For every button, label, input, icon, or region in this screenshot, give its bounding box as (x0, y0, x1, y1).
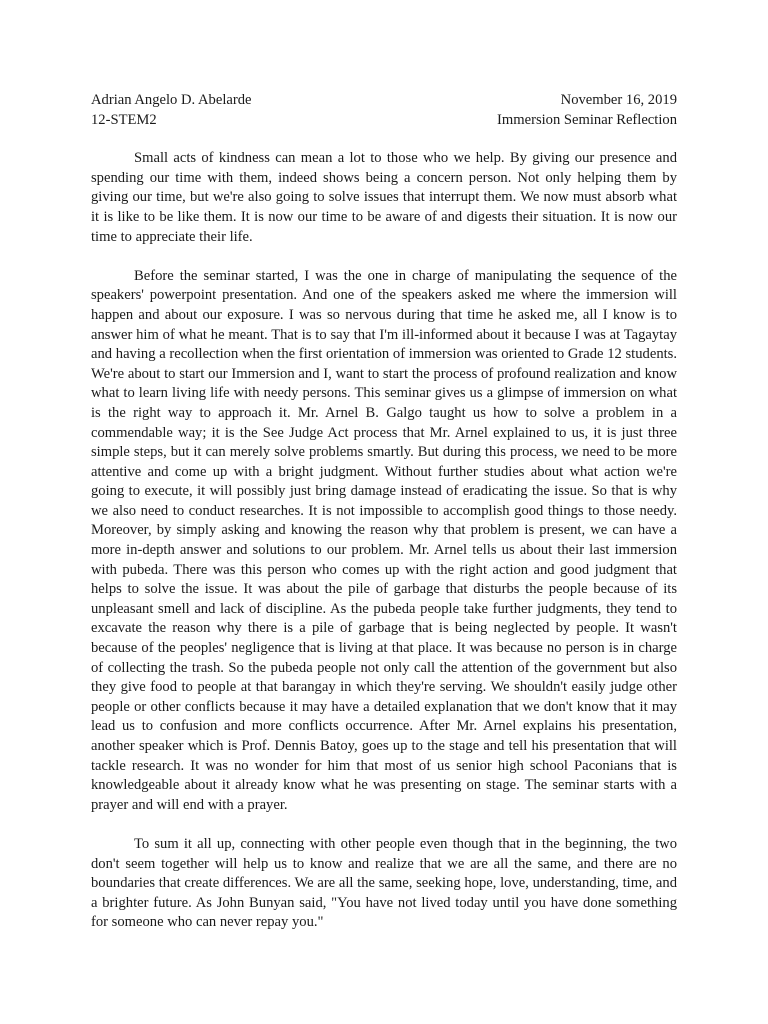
class-section: 12-STEM2 (91, 111, 157, 128)
paragraph-body: Before the seminar started, I was the one in charge of manipulating the sequence of the speakers' powerpoint presentation. And one of the speakers asked me where the immersion will happen and about our exposure. I was so nervous during that time he asked me, all I know is to answer him of what he meant. That is to say that I'm ill-informed about it because I was at Tagaytay and having a recollection when the first orientation of immersion was oriented to Grade 12 students. We're about to start our Immersion and I, want to start the process of profound realization and know what to learn living life with needy persons. This seminar gives us a glimpse of immersion on what is the right way to approach it. Mr. Arnel B. Galgo taught us how to solve a problem in a commendable way; it is the See Judge Act process that Mr. Arnel explained to us, it is just three simple steps, but it can merely solve problems smartly. But during this process, we need to be more attentive and come up with a bright judgment. Without further studies about what action we're going to execute, it will possibly just bring damage instead of eradicating the issue. So that is why we also need to conduct researches. It is not impossible to accomplish good things to those needy. Moreover, by simply asking and knowing the reason why that problem is present, we can have a more in-depth answer and solutions to our problem. Mr. Arnel tells us about their last immersion with pubeda. There was this person who comes up with the right action and good judgment that helps to solve the issue. It was about the pile of garbage that disturbs the people because of its unpleasant smell and lack of discipline. As the pubeda people take further judgments, they tend to excavate the reason why there is a pile of garbage that is being neglected by people. It wasn't because of the peoples' negligence that is living at that place. It was because no person is in charge of collecting the trash. So the pubeda people not only call the attention of the government but also they give food to people at that barangay in which they're serving. We shouldn't easily judge other people or other conflicts because it may have a detailed explanation that we don't know that it may lead us to confusion and more conflicts occurrence. After Mr. Arnel explains his presentation, another speaker which is Prof. Dennis Batoy, goes up to the stage and tell his presentation that will tackle research. It was no wonder for him that most of us senior high school Paconians that is knowledgeable about it already know what he was presenting on stage. The seminar starts with a prayer and will end with a prayer. (91, 267, 677, 813)
document-title: Immersion Seminar Reflection (497, 111, 677, 128)
document-header (91, 91, 677, 130)
document-date: November 16, 2019 (560, 92, 677, 108)
header-right (497, 91, 677, 130)
paragraph-conclusion: To sum it all up, connecting with other people even though that in the beginning, the two don't seem together will help us to know and realize that we are all the same, and there are no boundaries that create differences. We are all the same, seeking hope, love, understanding, time, and a brighter future. As John Bunyan said, "You have not lived today until you have done something for someone who can never repay you." (91, 835, 677, 931)
document-page (91, 91, 677, 953)
author-name: Adrian Angelo D. Abelarde (91, 92, 252, 108)
paragraph-intro: Small acts of kindness can mean a lot to those who we help. By giving our presence and spending our time with them, indeed shows being a concern person. Not only helping them by giving our time, but we're also going to solve issues that interrupt them. We now must absorb what it is like to be like them. It is now our time to be aware of and digests their situation. It is now our time to appreciate their life. (91, 150, 677, 245)
header-left (91, 91, 252, 130)
